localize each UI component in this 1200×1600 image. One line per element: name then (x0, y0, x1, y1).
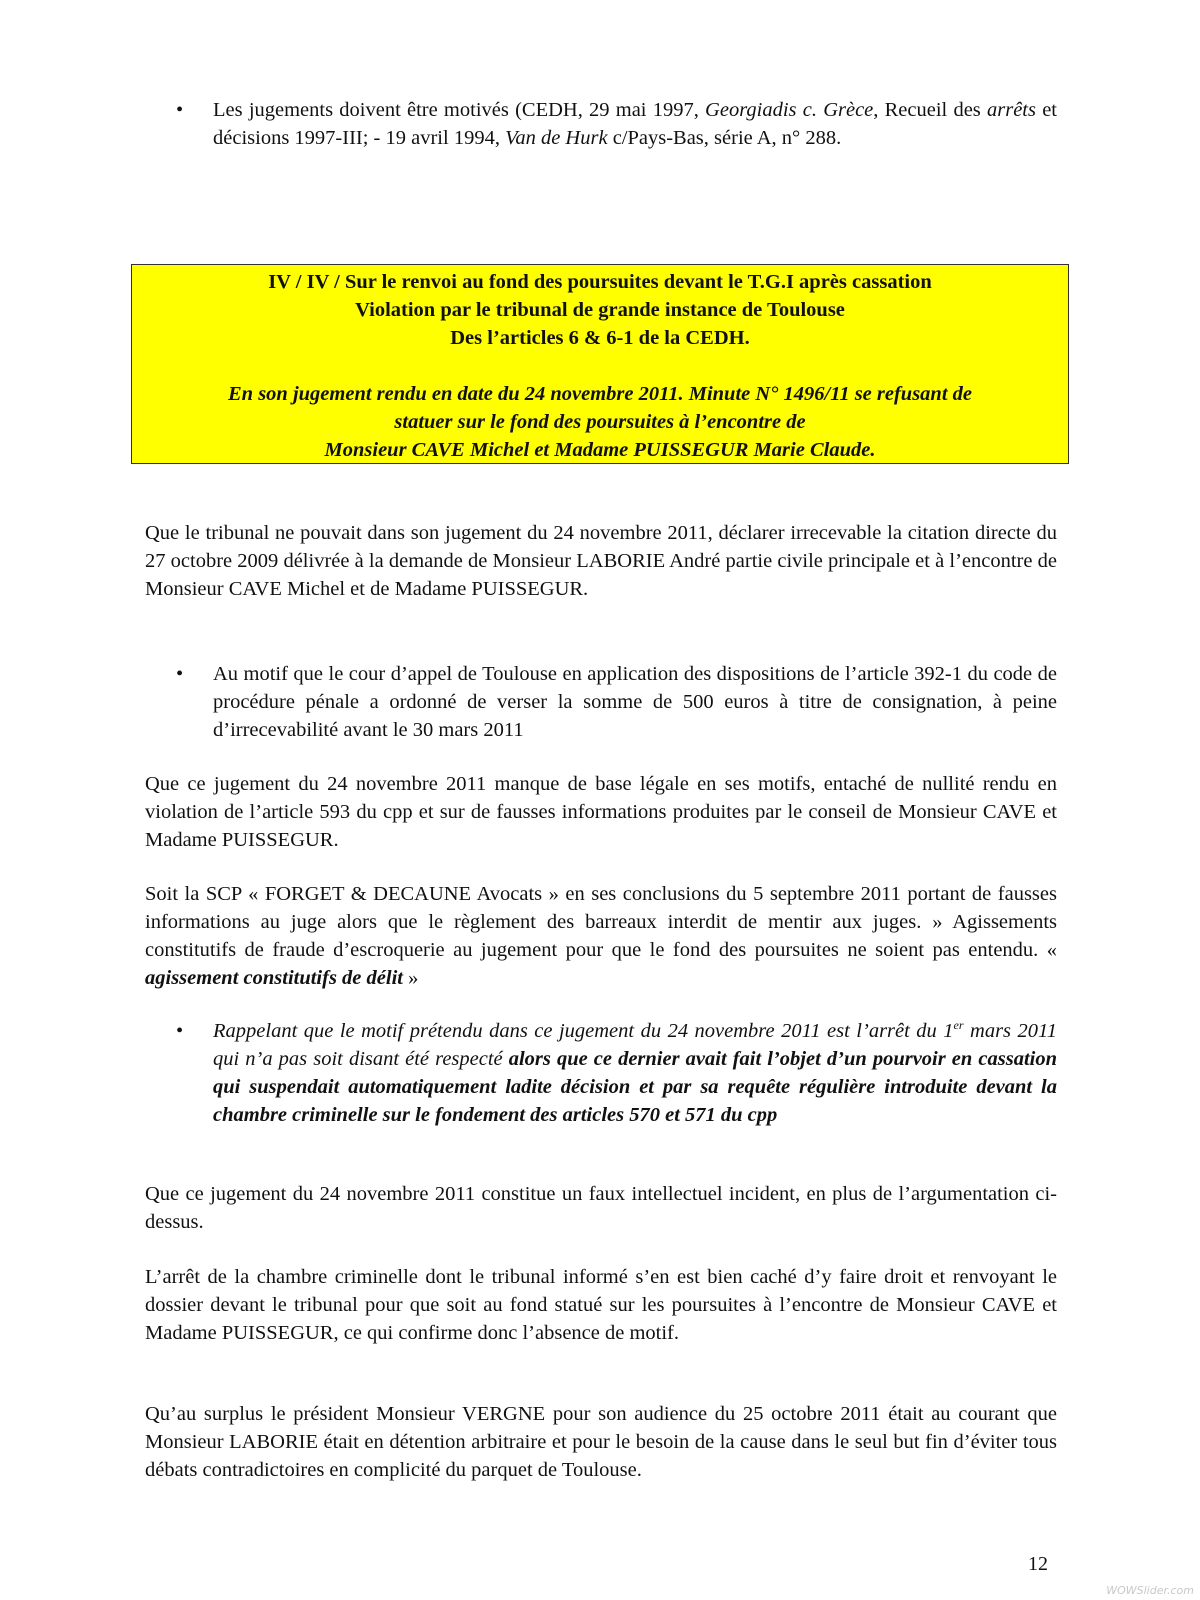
heading-line-3: Des l’articles 6 & 6-1 de la CEDH. (450, 327, 750, 349)
paragraph-5: L’arrêt de la chambre criminelle dont le tribunal informé s’en est bien caché d’y faire droit et renvoyant le dossier devant le tribunal pour que soit au fond statué sur les poursuites à l’encontre de Monsieur CAVE et Madame PUISSEGUR, ce qui confirme donc l’absence de motif. (145, 1266, 1057, 1344)
heading-line-1: IV / IV / Sur le renvoi au fond des poursuites devant le T.G.I après cassation (268, 271, 932, 293)
page-number: 12 (1028, 1553, 1048, 1575)
paragraph-2: Que ce jugement du 24 novembre 2011 manque de base légale en ses motifs, entaché de nullité rendu en violation de l’article 593 du cpp et sur de fausses informations produites par le conseil de Monsieur CAVE et Madame PUISSEGUR. (145, 773, 1057, 851)
paragraph-4: Que ce jugement du 24 novembre 2011 constitue un faux intellectuel incident, en plus de l’argumentation ci-dessus. (145, 1183, 1057, 1233)
bullet-marker: • (176, 663, 184, 685)
heading-line-6: Monsieur CAVE Michel et Madame PUISSEGUR Marie Claude. (324, 439, 876, 461)
bullet-marker: • (176, 99, 184, 121)
paragraph-1: Que le tribunal ne pouvait dans son jugement du 24 novembre 2011, déclarer irrecevable la citation directe du 27 octobre 2009 délivrée à la demande de Monsieur LABORIE André partie civile principale et à l’encontre de Monsieur CAVE Michel et de Madame PUISSEGUR. (145, 522, 1057, 600)
heading-line-2: Violation par le tribunal de grande instance de Toulouse (355, 299, 845, 321)
bullet-paragraph-rappelant: Rappelant que le motif prétendu dans ce jugement du 24 novembre 2011 est l’arrêt du 1er mars 2011 qui n’a pas soit disant été respecté alors que ce dernier avait fait l’objet d’un pourvoir en cassation qui suspendait automatiquement ladite décision et par sa requête régulière introduite devant la chambre criminelle sur le fondement des articles 570 et 571 du cpp (213, 1018, 1057, 1126)
paragraph-6: Qu’au surplus le président Monsieur VERGNE pour son audience du 25 octobre 2011 était au courant que Monsieur LABORIE était en détention arbitraire et pour le besoin de la cause dans le seul but fin d’éviter tous débats contradictoires en complicité du parquet de Toulouse. (145, 1403, 1057, 1481)
paragraph-3: Soit la SCP « FORGET & DECAUNE Avocats » en ses conclusions du 5 septembre 2011 portant de fausses informations au juge alors que le règlement des barreaux interdit de mentir aux juges. » Agissements constitutifs de fraude d’escroquerie au jugement pour que le fond des poursuites ne soient pas entendu. « agissement constitutifs de délit » (145, 883, 1057, 989)
heading-line-5: statuer sur le fond des poursuites à l’encontre de (394, 411, 806, 433)
section-heading-box (131, 264, 1069, 464)
watermark: WOWSlider.com (1106, 1584, 1194, 1597)
bullet-marker: • (176, 1020, 184, 1042)
bullet-paragraph-motif: Au motif que le cour d’appel de Toulouse en application des dispositions de l’article 392-1 du code de procédure pénale a ordonné de verser la somme de 500 euros à titre de consignation, à peine d’irrecevabilité avant le 30 mars 2011 (213, 663, 1057, 741)
heading-line-4: En son jugement rendu en date du 24 novembre 2011. Minute N° 1496/11 se refusant de (228, 383, 972, 405)
bullet-paragraph-cedh: Les jugements doivent être motivés (CEDH, 29 mai 1997, Georgiadis c. Grèce, Recueil des arrêts et décisions 1997-III; - 19 avril 1994, Van de Hurk c/Pays-Bas, série A, n° 288. (213, 99, 1057, 149)
